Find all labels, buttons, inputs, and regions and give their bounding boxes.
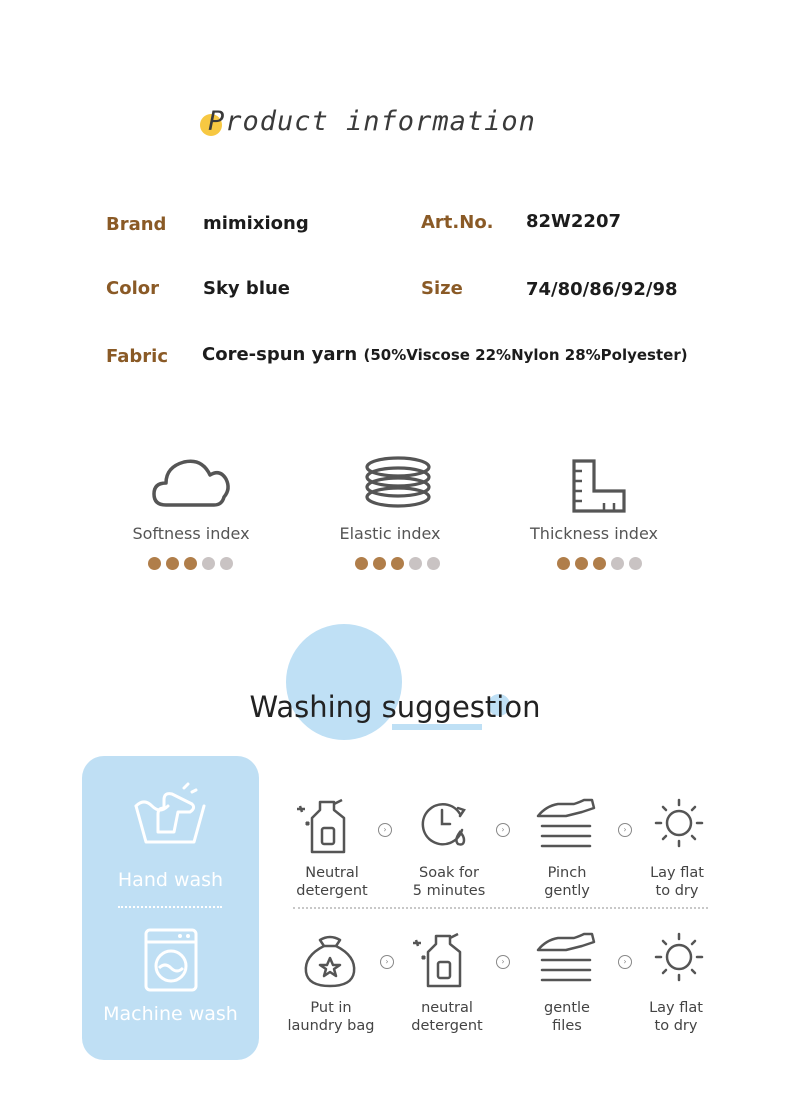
hand-press-icon [536, 932, 598, 986]
elastic-label: Elastic index [339, 524, 441, 543]
rating-dot-filled [184, 557, 197, 570]
arrow-icon: › [378, 823, 392, 837]
sun-icon [654, 932, 704, 982]
rating-dot-empty [427, 557, 440, 570]
brand-label: Brand [106, 214, 167, 235]
rating-dot-filled [148, 557, 161, 570]
rating-dot-filled [355, 557, 368, 570]
washing-title: Washing suggestion [249, 690, 541, 724]
rating-dot-empty [611, 557, 624, 570]
fabric-detail: (50%Viscose 22%Nylon 28%Polyester) [363, 346, 688, 364]
brand-value: mimixiong [203, 213, 309, 234]
fabric-label: Fabric [106, 346, 168, 367]
rating-dot-filled [373, 557, 386, 570]
softness-rating [148, 557, 233, 570]
rating-dot-empty [629, 557, 642, 570]
arrow-icon: › [618, 955, 632, 969]
rating-dot-filled [166, 557, 179, 570]
size-label: Size [421, 278, 463, 299]
rating-dot-filled [391, 557, 404, 570]
timer-drop-icon [420, 800, 470, 850]
artno-label: Art.No. [421, 212, 494, 233]
color-value: Sky blue [203, 278, 291, 299]
step-label: Lay flat to dry [649, 1000, 703, 1034]
detergent-bottle-icon [294, 796, 356, 854]
step-label: Lay flat to dry [650, 865, 704, 899]
ruler-icon [572, 459, 628, 513]
panel-divider [118, 906, 222, 908]
fabric-main: Core-spun yarn [202, 344, 358, 365]
size-value: 74/80/86/92/98 [526, 279, 678, 300]
step-label: neutral detergent [411, 1000, 483, 1034]
arrow-icon: › [380, 955, 394, 969]
arrow-icon: › [618, 823, 632, 837]
page-title: Product information [208, 106, 536, 137]
thickness-label: Thickness index [530, 524, 658, 543]
step-label: Soak for 5 minutes [412, 865, 486, 899]
hand-wash-icon [134, 784, 206, 846]
step-label: Pinch gently [544, 865, 590, 899]
coil-icon [363, 455, 433, 513]
laundry-bag-icon [302, 932, 360, 990]
rating-dot-filled [557, 557, 570, 570]
sun-icon [654, 798, 704, 848]
fabric-value [202, 344, 688, 365]
rating-dot-filled [593, 557, 606, 570]
rating-dot-empty [409, 557, 422, 570]
color-label: Color [106, 278, 159, 299]
step-label: gentle files [544, 1000, 590, 1034]
hand-wash-label: Hand wash [117, 869, 224, 891]
step-label: Neutral detergent [296, 865, 368, 899]
thickness-rating [557, 557, 642, 570]
rating-dot-empty [220, 557, 233, 570]
arrow-icon: › [496, 823, 510, 837]
rating-dot-empty [202, 557, 215, 570]
arrow-icon: › [496, 955, 510, 969]
cloud-icon [152, 455, 232, 511]
elastic-rating [355, 557, 440, 570]
hand-press-icon [536, 798, 598, 852]
rating-dot-filled [575, 557, 588, 570]
step-label: Put in laundry bag [287, 1000, 375, 1034]
machine-wash-label: Machine wash [103, 1003, 238, 1025]
title-underline [392, 724, 482, 730]
softness-label: Softness index [132, 524, 250, 543]
row-divider [293, 907, 708, 909]
detergent-bottle-icon [410, 930, 472, 988]
washing-machine-icon [144, 928, 198, 992]
artno-value: 82W2207 [526, 211, 622, 232]
